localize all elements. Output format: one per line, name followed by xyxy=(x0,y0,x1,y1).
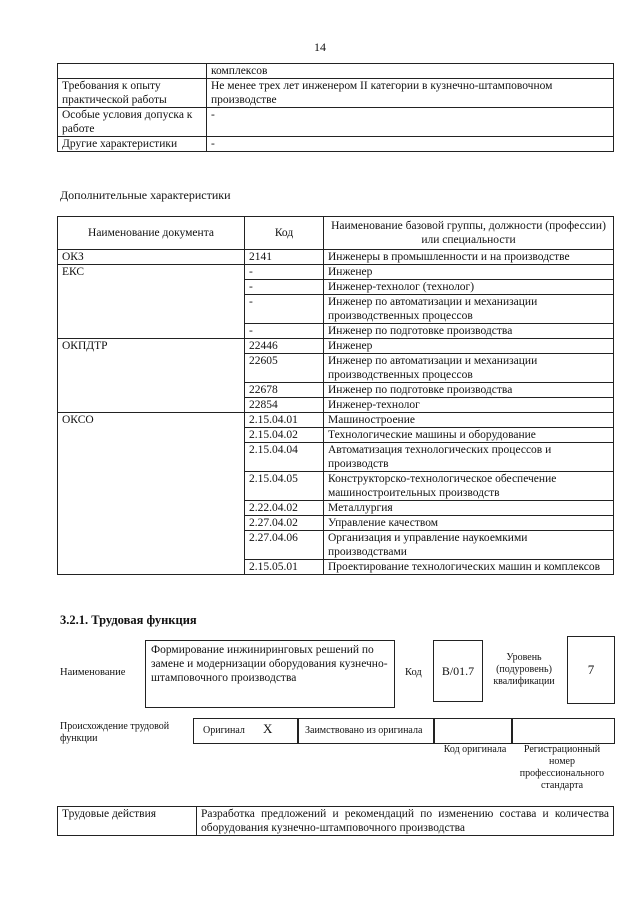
additional-code: 2141 xyxy=(245,250,324,265)
additional-doc xyxy=(58,531,245,560)
additional-code: 22854 xyxy=(245,398,324,413)
requirement-value: - xyxy=(207,108,614,137)
additional-code: - xyxy=(245,295,324,324)
additional-name: Конструкторско-технологическое обеспечение машиностроительных производств xyxy=(324,472,614,501)
additional-code: 2.15.04.01 xyxy=(245,413,324,428)
additional-code: - xyxy=(245,280,324,295)
reg-caption: Регистрационный номер профессионального стандарта xyxy=(519,744,605,791)
requirement-label: Особые условия допуска к работе xyxy=(58,108,207,137)
additional-name: Инженер xyxy=(324,339,614,354)
function-code-label: Код xyxy=(405,667,422,678)
requirement-label xyxy=(58,64,207,79)
additional-code: - xyxy=(245,324,324,339)
additional-row xyxy=(58,354,614,383)
additional-row xyxy=(58,280,614,295)
additional-row xyxy=(58,472,614,501)
function-name-value: Формирование инжиниринговых решений по замене и модернизации оборудования кузнечно-штамповочного производства xyxy=(145,640,395,708)
additional-name: Инженер по подготовке производства xyxy=(324,383,614,398)
additional-code: 2.27.04.06 xyxy=(245,531,324,560)
requirement-value: Не менее трех лет инженером II категории в кузнечно-штамповочном производстве xyxy=(207,79,614,108)
additional-row xyxy=(58,383,614,398)
additional-name: Инженер-технолог xyxy=(324,398,614,413)
additional-code: 2.15.05.01 xyxy=(245,560,324,575)
additional-row xyxy=(58,443,614,472)
additional-row xyxy=(58,428,614,443)
additional-code: 22605 xyxy=(245,354,324,383)
requirement-value: комплексов xyxy=(207,64,614,79)
requirements-row xyxy=(58,79,614,108)
additional-doc xyxy=(58,501,245,516)
additional-row xyxy=(58,531,614,560)
additional-row xyxy=(58,339,614,354)
additional-doc xyxy=(58,324,245,339)
additional-row xyxy=(58,516,614,531)
actions-table xyxy=(57,806,614,836)
additional-name: Организация и управление наукоемкими производствами xyxy=(324,531,614,560)
additional-doc xyxy=(58,398,245,413)
additional-name: Инженер по автоматизации и механизации производственных процессов xyxy=(324,295,614,324)
additional-row xyxy=(58,295,614,324)
additional-row xyxy=(58,413,614,428)
additional-doc xyxy=(58,354,245,383)
additional-doc xyxy=(58,295,245,324)
additional-name: Автоматизация технологических процессов и производств xyxy=(324,443,614,472)
additional-name: Машиностроение xyxy=(324,413,614,428)
additional-row xyxy=(58,265,614,280)
function-level-value: 7 xyxy=(567,636,615,704)
additional-name: Инженер-технолог (технолог) xyxy=(324,280,614,295)
additional-row xyxy=(58,250,614,265)
code-caption: Код оригинала xyxy=(443,744,507,755)
page-number: 14 xyxy=(314,40,326,54)
actions-value: Разработка предложений и рекомендаций по изменению состава и количества оборудования кузнечно-штамповочного производства xyxy=(197,807,614,836)
requirement-label: Другие характеристики xyxy=(58,137,207,152)
additional-code: 2.22.04.02 xyxy=(245,501,324,516)
additional-name: Технологические машины и оборудование xyxy=(324,428,614,443)
additional-code: 2.15.04.02 xyxy=(245,428,324,443)
additional-row xyxy=(58,560,614,575)
additional-code: 2.15.04.05 xyxy=(245,472,324,501)
requirement-value: - xyxy=(207,137,614,152)
additional-doc xyxy=(58,560,245,575)
additional-doc xyxy=(58,443,245,472)
additional-doc: ЕКС xyxy=(58,265,245,280)
additional-doc xyxy=(58,383,245,398)
section-title: 3.2.1. Трудовая функция xyxy=(60,613,197,627)
additional-code: 22446 xyxy=(245,339,324,354)
borrowed-label: Заимствовано из оригинала xyxy=(305,725,423,736)
additional-doc: ОКЗ xyxy=(58,250,245,265)
additional-code: 2.15.04.04 xyxy=(245,443,324,472)
additional-doc: ОКСО xyxy=(58,413,245,428)
origin-label: Происхождение трудовой функции xyxy=(60,721,170,744)
original-mark: X xyxy=(263,721,273,736)
requirements-row xyxy=(58,108,614,137)
header-name: Наименование базовой группы, должности (профессии) или специальности xyxy=(324,217,614,250)
original-label: Оригинал xyxy=(203,725,245,736)
additional-code: 2.27.04.02 xyxy=(245,516,324,531)
header-code: Код xyxy=(245,217,324,250)
function-code-value: B/01.7 xyxy=(433,640,483,702)
additional-row xyxy=(58,324,614,339)
additional-name: Инженер по автоматизации и механизации производственных процессов xyxy=(324,354,614,383)
additional-doc xyxy=(58,428,245,443)
additional-doc xyxy=(58,280,245,295)
additional-row xyxy=(58,501,614,516)
function-level-label: Уровень (подуровень) квалификации xyxy=(493,652,555,687)
additional-title: Дополнительные характеристики xyxy=(60,188,231,202)
additional-code: 22678 xyxy=(245,383,324,398)
additional-name: Инженер xyxy=(324,265,614,280)
additional-doc xyxy=(58,516,245,531)
additional-doc xyxy=(58,472,245,501)
requirements-row xyxy=(58,137,614,152)
additional-name: Инженер по подготовке производства xyxy=(324,324,614,339)
additional-doc: ОКПДТР xyxy=(58,339,245,354)
actions-label: Трудовые действия xyxy=(58,807,197,836)
additional-name: Металлургия xyxy=(324,501,614,516)
requirements-table xyxy=(57,63,614,152)
requirement-label: Требования к опыту практической работы xyxy=(58,79,207,108)
additional-table xyxy=(57,216,614,575)
additional-name: Инженеры в промышленности и на производстве xyxy=(324,250,614,265)
additional-name: Проектирование технологических машин и комплексов xyxy=(324,560,614,575)
header-doc: Наименование документа xyxy=(58,217,245,250)
function-name-label: Наименование xyxy=(60,667,126,678)
additional-row xyxy=(58,398,614,413)
additional-name: Управление качеством xyxy=(324,516,614,531)
additional-code: - xyxy=(245,265,324,280)
requirements-row xyxy=(58,64,614,79)
